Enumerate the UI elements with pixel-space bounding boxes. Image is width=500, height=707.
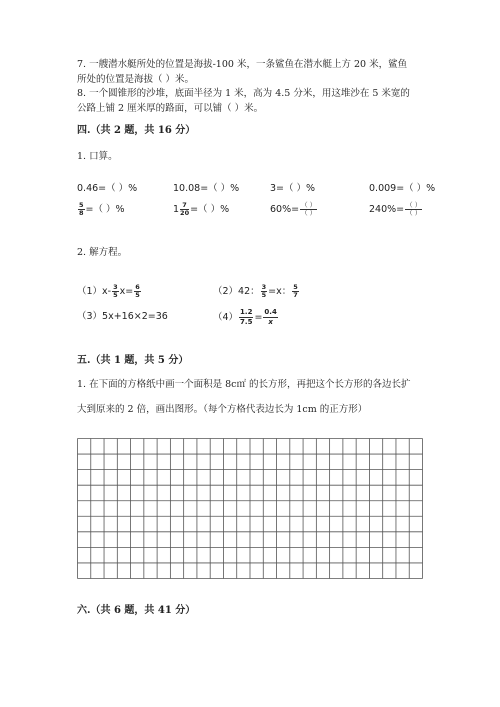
mental-math-item: 10.08=（ ）% [173,183,240,194]
fraction: $\frac{1.2}{7.5}$ [240,308,253,326]
q7-line1: 7. 一艘潜水艇所处的位置是海拔-100 米，一条鲨鱼在潜水艇上方 20 米，鲨鱼 [77,59,408,70]
section5-heading: 五.（共 1 题，共 5 分） [77,355,189,366]
mental-math-item: 0.46=（ ）% [77,183,138,194]
q8-line2: 公路上铺 2 厘米厚的路面，可以铺（ ）米。 [77,103,264,114]
fraction: $\frac{7}{20}$ [180,201,190,217]
mental-math-item: 0.009=（ ）% [369,183,436,194]
equation-4: （4） $\frac{1.2}{7.5}$ = $\frac{0.4}{x}$ [213,308,277,326]
fraction: $\frac{3}{5}$ [113,283,118,299]
mental-math-item: 60%= $\frac{( )}{( )}$ [270,201,317,217]
mental-math-title: 1. 口算。 [77,151,118,162]
fraction: $\frac{5}{7}$ [293,283,298,299]
fraction: $\frac{5}{8}$ [79,201,84,217]
fraction: $\frac{6}{5}$ [135,283,140,299]
equation-2: （2）42： $\frac{3}{5}$ =x： $\frac{5}{7}$ [213,283,298,299]
fraction: $\frac{3}{5}$ [261,283,267,299]
mental-math-item: 1 $\frac{7}{20}$ =（ ）% [173,201,230,217]
fraction: $\frac{0.4}{x}$ [264,308,277,326]
q7-line2: 所处的位置是海拔（ ）米。 [77,74,195,85]
section5-line1: 1. 在下面的方格纸中画一个面积是 8c㎡ 的长方形，再把这个长方形的各边长扩 [77,379,411,390]
equations-title: 2. 解方程。 [77,247,128,258]
fraction: $\frac{( )}{( )}$ [301,201,317,217]
equation-3: （3）5x+16×2=36 [77,311,168,322]
q8-line1: 8. 一个圆锥形的沙堆，底面半径为 1 米，高为 4.5 分米，用这堆沙在 5 米宽的 [77,88,410,99]
mental-math-item: 240%= $\frac{( )}{( )}$ [369,201,422,217]
section5-line2: 大到原来的 2 倍，画出图形。（每个方格代表边长为 1cm 的正方形） [77,404,368,415]
mental-math-item: $\frac{5}{8}$ =（ ）% [79,201,125,217]
section6-heading: 六.（共 6 题，共 41 分） [77,605,196,616]
mental-math-item: 3=（ ）% [270,183,316,194]
section4-heading: 四.（共 2 题，共 16 分） [77,125,196,136]
grid-paper[interactable] [77,438,423,579]
fraction: $\frac{( )}{( )}$ [406,201,422,217]
equation-1: （1）x- $\frac{3}{5}$ x= $\frac{6}{5}$ [77,283,140,299]
